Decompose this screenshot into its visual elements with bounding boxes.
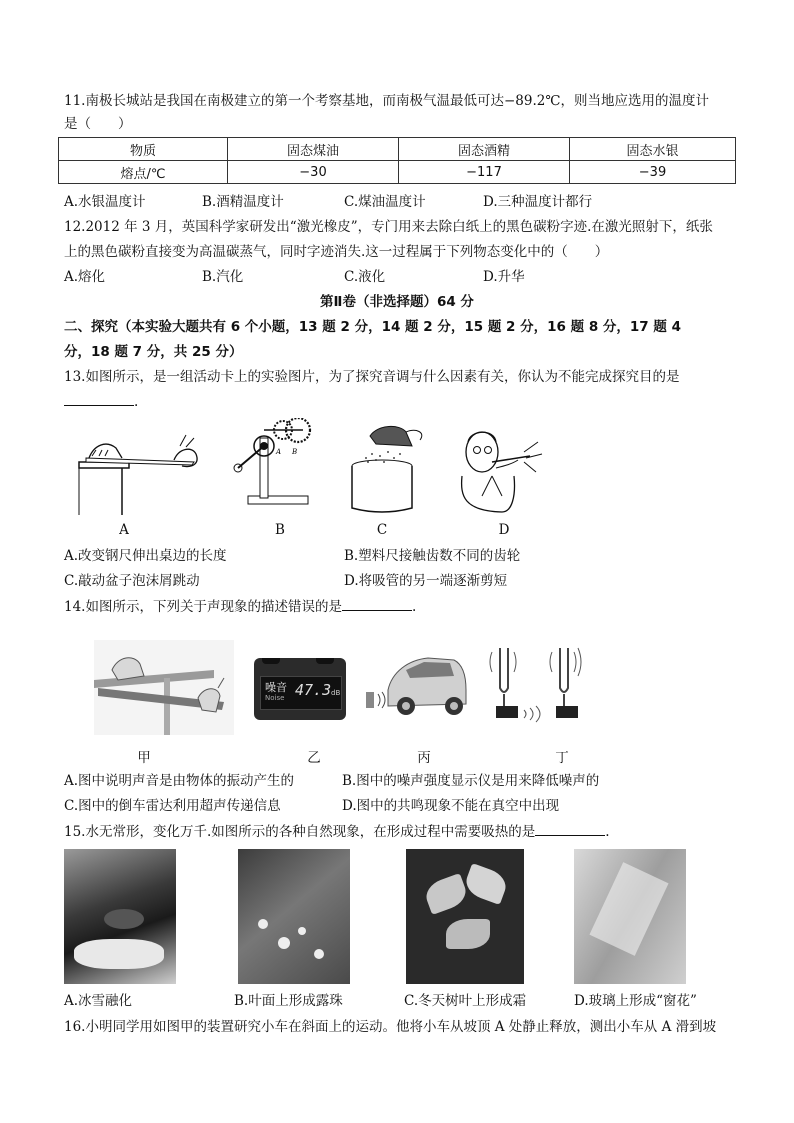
q13-option-d[interactable]: D.将吸管的另一端逐渐剪短	[344, 573, 508, 589]
photo-melting-snow	[64, 849, 176, 984]
q11-option-c[interactable]: C.煤油温度计	[344, 194, 426, 210]
figure-person-straw	[452, 416, 557, 516]
q14-stem-text: 14.如图所示，下列关于声现象的描述错误的是	[64, 599, 342, 615]
q13-option-a[interactable]: A.改变钢尺伸出桌边的长度	[64, 548, 227, 564]
q12-option-a[interactable]: A.熔化	[64, 269, 106, 285]
photo-dew-on-leaf	[238, 849, 350, 984]
q14-option-b[interactable]: B.图中的噪声强度显示仪是用来降低噪声的	[342, 773, 600, 789]
section2-heading-line1: 二、探究（本实验大题共有 6 个小题，13 题 2 分，14 题 2 分，15 题 2 分，16 题 8 分，17 题 4	[64, 319, 681, 335]
q11-stem-line2: 是（ ）	[64, 116, 132, 132]
table-cell: −117	[399, 161, 570, 184]
figure-tuning-forks	[488, 638, 600, 730]
table-cell: −39	[570, 161, 736, 184]
answer-blank[interactable]	[64, 392, 134, 406]
q13-answer-blank-line: .	[64, 392, 138, 411]
answer-blank[interactable]	[342, 597, 412, 611]
q15-option-c[interactable]: C.冬天树叶上形成霜	[404, 993, 527, 1009]
q14-figure-label: 乙	[307, 750, 321, 766]
svg-text:A: A	[276, 448, 282, 456]
q12-stem-line1: 12.2012 年 3 月，英国科学家研发出“激光橡皮”，专门用来去除白纸上的黑色碳粉字迹.在激光照射下，纸张	[64, 219, 713, 235]
q12-option-b[interactable]: B.汽化	[202, 269, 244, 285]
q14-stem-line1: 14.如图所示，下列关于声现象的描述错误的是 .	[64, 599, 417, 615]
q13-stem-line1: 13.如图所示，是一组活动卡上的实验图片，为了探究音调与什么因素有关，你认为不能完成探究目的是	[64, 369, 680, 385]
q11-option-b[interactable]: B.酒精温度计	[202, 194, 284, 210]
q15-option-d[interactable]: D.玻璃上形成“窗花”	[574, 993, 697, 1009]
q14-option-c[interactable]: C.图中的倒车雷达利用超声传递信息	[64, 798, 281, 814]
table-cell: 熔点/℃	[59, 161, 228, 184]
section2-heading-line2: 分，18 题 7 分，共 25 分）	[64, 344, 243, 360]
table-header-row	[59, 138, 736, 161]
q14-figure-label: 甲	[137, 750, 151, 766]
figure-noise-meter	[254, 658, 346, 720]
meter-unit: dB	[331, 689, 341, 697]
table-row	[59, 161, 736, 184]
q11-option-a[interactable]: A.水银温度计	[64, 194, 146, 210]
q14-option-d[interactable]: D.图中的共鸣现象不能在真空中出现	[342, 798, 560, 814]
q11-stem-line1: 11.南极长城站是我国在南极建立的第一个考察基地，而南极气温最低可达−89.2℃，则当地应选用的温度计	[64, 93, 709, 109]
answer-blank[interactable]	[535, 822, 605, 836]
q12-option-c[interactable]: C.液化	[344, 269, 386, 285]
figure-ruler-on-table	[74, 420, 214, 520]
q14-figure-label: 丁	[555, 750, 569, 766]
meter-value: 47.3	[295, 681, 332, 699]
figure-ruler-photo	[94, 640, 234, 735]
q13-figure-label: D	[498, 522, 510, 538]
q13-figure-label: C	[376, 522, 388, 538]
q14-option-a[interactable]: A.图中说明声音是由物体的振动产生的	[64, 773, 295, 789]
meter-sublabel: Noise	[265, 694, 285, 702]
section2-title: 第Ⅱ卷（非选择题）64 分	[320, 294, 474, 310]
q15-stem-line1: 15.水无常形，变化万千.如图所示的各种自然现象，在形成过程中需要吸热的是 .	[64, 824, 610, 840]
q13-figure-label: A	[119, 522, 129, 538]
q15-stem-text: 15.水无常形，变化万千.如图所示的各种自然现象，在形成过程中需要吸热的是	[64, 824, 536, 840]
table-header-cell: 固态水银	[570, 138, 736, 161]
figure-gear-wheels	[228, 418, 338, 518]
q11-option-d[interactable]: D.三种温度计都行	[483, 194, 593, 210]
q16-stem-line1: 16.小明同学用如图甲的装置研究小车在斜面上的运动。他将小车从坡顶 A 处静止释放，测出小车从 A 滑到坡	[64, 1019, 717, 1035]
q15-option-a[interactable]: A.冰雪融化	[64, 993, 133, 1009]
q15-option-b[interactable]: B.叶面上形成露珠	[234, 993, 343, 1009]
table-header-cell: 物质	[59, 138, 228, 161]
svg-text:B: B	[292, 448, 298, 456]
meter-display	[260, 676, 342, 710]
figure-drum-foam	[340, 418, 430, 518]
q12-option-d[interactable]: D.升华	[483, 269, 525, 285]
photo-frost-on-leaves	[406, 849, 524, 984]
meter-label: 噪音	[265, 681, 287, 694]
figure-car-radar	[358, 650, 470, 720]
melting-point-table	[58, 137, 736, 184]
table-header-cell: 固态煤油	[228, 138, 399, 161]
q13-option-b[interactable]: B.塑料尺接触齿数不同的齿轮	[344, 548, 521, 564]
q14-figure-label: 丙	[417, 750, 431, 766]
table-cell: −30	[228, 161, 399, 184]
photo-window-frost	[574, 849, 686, 984]
table-header-cell: 固态酒精	[399, 138, 570, 161]
q13-option-c[interactable]: C.敲动盆子泡沫屑跳动	[64, 573, 200, 589]
q13-figure-label: B	[275, 522, 285, 538]
q12-stem-line2: 上的黑色碳粉直接变为高温碳蒸气，同时字迹消失.这一过程属于下列物态变化中的（ ）	[64, 244, 609, 260]
